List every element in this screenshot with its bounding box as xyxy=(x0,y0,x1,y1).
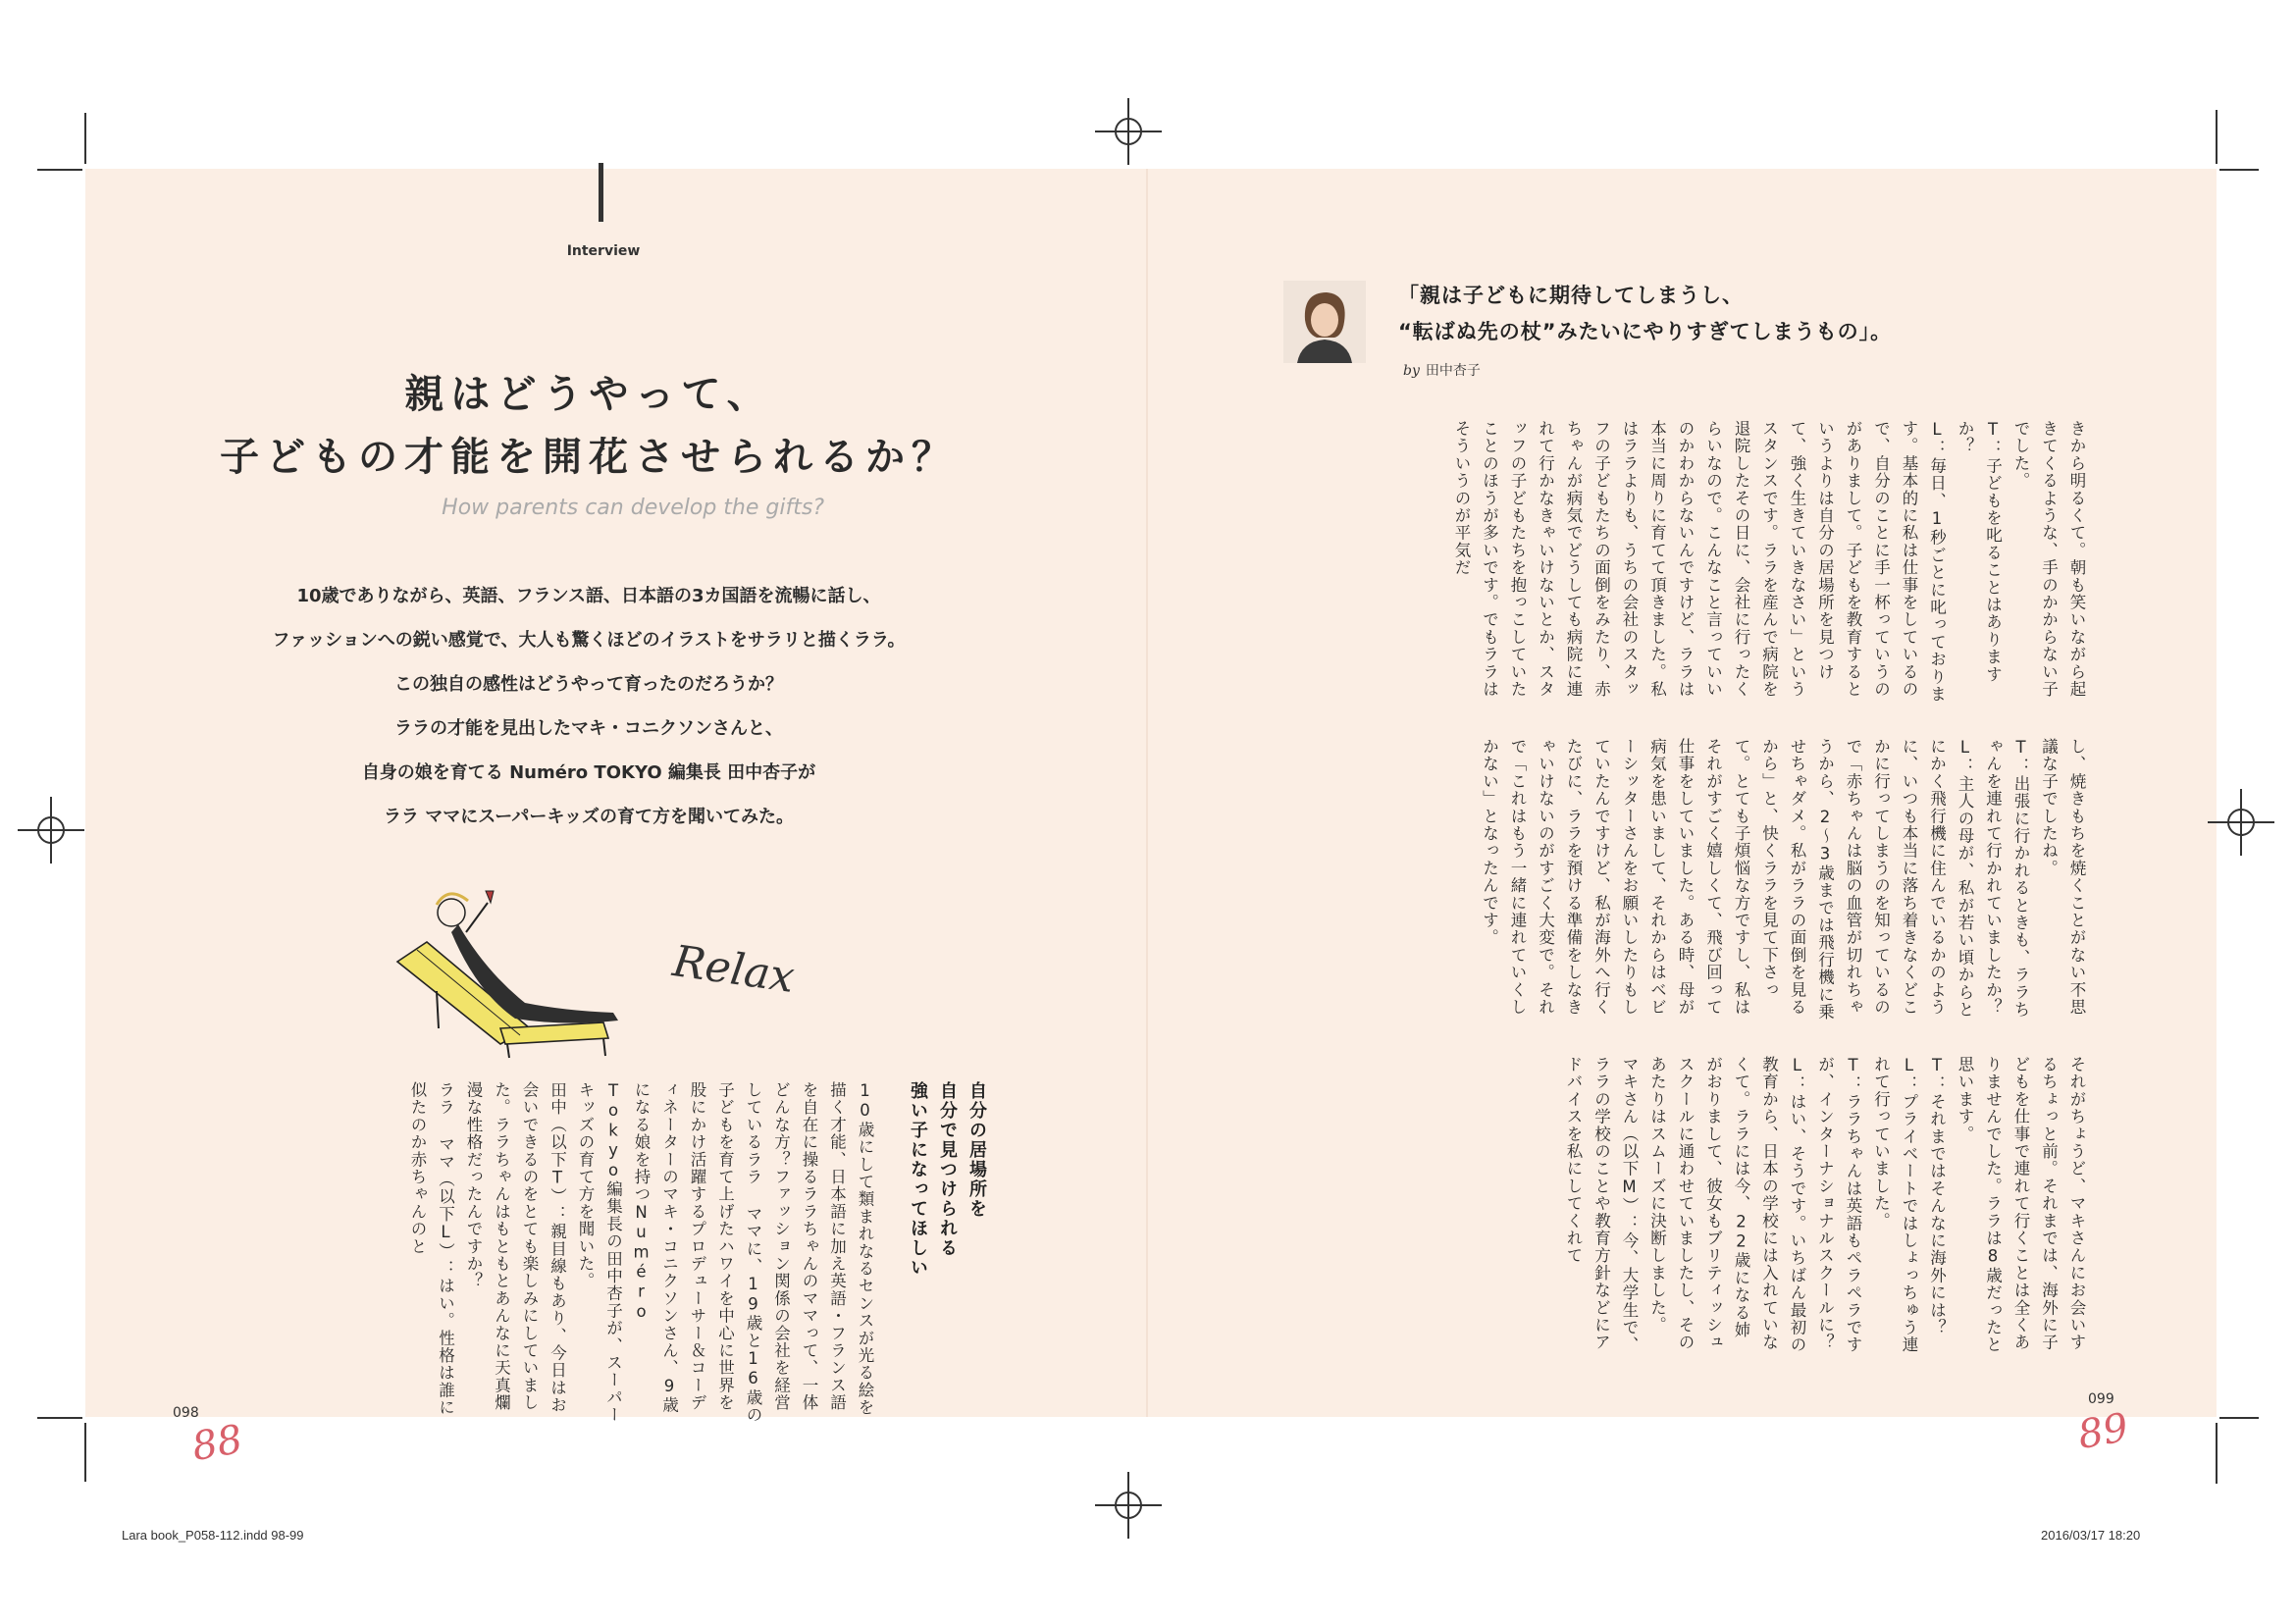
crop-mark xyxy=(84,1423,86,1482)
lead-line: 10歳でありながら、英語、フランス語、日本語の3カ国語を流暢に話し、 xyxy=(296,586,881,606)
lounging-girl-illustration xyxy=(378,864,849,1060)
lead-line: ララ ママにスーパーキッズの育て方を聞いてみた。 xyxy=(383,807,795,827)
author-portrait xyxy=(1283,281,1366,363)
registration-mark xyxy=(18,797,84,864)
lead-paragraph xyxy=(157,574,1020,839)
section-marker-bar xyxy=(599,163,603,222)
quote-line-2: “転ばぬ先の杖”みたいにやりすぎてしまうもの」。 xyxy=(1398,320,1893,343)
body-column-right-2: し、焼きもちを焼くことがない不思議な子でしたね。 T：出張に行かれるときも、ララちゃんを連れて行かれていましたか？ L：主人の母が、私が若い頃からとにかく飛行機に住んでいるかのように、いつも本当に落ち着きなくどこかに行ってしまうのを知っているので「赤ちゃんは脳の血管が切れちゃうから、2～3歳までは飛行機に乗せちゃダメ。私がララの面倒を見るから」と、快くララを見て下さって。とても子煩悩な方ですし、私はそれがすごく嬉しくて、飛び回って仕事をしていました。ある時、母が病気を患いまして、それからはベビーシッターさんをお願いしたりもしていたんですけど、私が海外へ行くたびに、ララを預ける準備をしなきゃいけないのがすごく大変で。それで「これはもう一緒に連れていくしかない」となったんです。 xyxy=(1480,738,2086,1021)
crop-mark xyxy=(84,113,86,164)
title-line-1: 親はどうやって、 xyxy=(404,371,773,417)
registration-mark xyxy=(1095,98,1162,165)
lead-line: この独自の感性はどうやって育ったのだろうか？ xyxy=(394,674,783,695)
body-column-right-1: きから明るくて。朝も笑いながら起きてくるような、手のかからない子でした。 T：子どもを叱ることはありますか？ L：毎日、1秒ごとに叱っております。基本的に私は仕事をしているので、自分のことに手一杯っていうのがありまして。子どもを教育するというよりは自分の居場所を見つけて、強く生きていきなさい」というスタンスです。ララを産んで病院を退院したその日に、会社に行ったくらいなので。こんなこと言っていいのかわからないんですけど、ララは本当に周りに育てて頂きました。私はララよりも、うちの会社のスタッフの子どもたちの面倒をみたり、赤ちゃんが病気でどうしても病院に連れて行かなきゃいけないとか、スタッフの子どもたちを抱っこしていたことのほうが多いです。でもララはそういうのが平気だ xyxy=(1452,420,2086,704)
title-line-2: 子どもの才能を開花させられるか？ xyxy=(220,434,958,480)
section-heading: 自分の居場所を 自分で見つけられる 強い子になってほしい xyxy=(908,1081,987,1278)
pull-quote xyxy=(1398,278,1892,350)
body-column-right-3: それがちょうど、マキさんにお会いするちょっと前。それまでは、海外に子どもを仕事で連れて行くことは全くありませんでした。ララは8歳だったと思います。 T：それまではそんなに海外には？ L：プライベートではしょっちゅう連れて行っていました。 T：ララちゃんは英語もペラペラですが、インターナショナルスクールに？ L：はい、そうです。いちばん最初の教育から、日本の学校には入れていなくて。ララには今、22歳になる姉がおりまして、彼女もブリティッシュスクールに通わせていましたし、そのあたりはスムーズに決断しました。 マキさん（以下M）：今、大学生で、ララの学校のことや教育方針などにアドバイスを私にしてくれて xyxy=(1564,1056,2086,1354)
lead-line: 自身の娘を育てる Numéro TOKYO 編集長 田中杏子が xyxy=(361,762,816,783)
crop-mark xyxy=(2216,1423,2218,1484)
file-slug: Lara book_P058-112.indd 98-99 xyxy=(122,1528,304,1543)
lead-line: ファッションへの鋭い感覚で、大人も驚くほどのイラストをサラリと描くララ。 xyxy=(272,630,906,651)
gutter-fold xyxy=(1146,169,1148,1417)
print-timestamp: 2016/03/17 18:20 xyxy=(2041,1528,2141,1543)
page-number-left: 098 xyxy=(173,1405,199,1421)
crop-mark xyxy=(37,1417,82,1419)
page-number-right: 099 xyxy=(2088,1391,2114,1407)
quote-line-1: 「親は子どもに期待してしまうし、 xyxy=(1398,284,1744,307)
crop-mark xyxy=(2219,1417,2259,1419)
article-subtitle: How parents can develop the gifts? xyxy=(442,496,824,520)
quote-author: 田中杏子 xyxy=(1425,363,1481,379)
lead-line: ララの才能を見出したマキ・コニクソンさんと、 xyxy=(394,718,783,739)
by-label: by xyxy=(1403,363,1420,379)
quote-attribution xyxy=(1403,360,1481,380)
signature: Relax xyxy=(669,936,798,1003)
handwritten-page-number-right: 89 xyxy=(2074,1404,2132,1459)
crop-mark xyxy=(37,169,82,171)
article-title xyxy=(196,363,981,489)
body-column-left: 10歳にして類まれなるセンスが光る絵を描く才能、日本語に加え英語・フランス語を自在に操るララちゃんのママって、一体どんな方？ファッション関係の会社を経営しているララ ママに、19歳と16歳の子どもを育て上げたハワイを中心に世界を股にかけ活躍するプロデューサー＆コーディネーターのマキ・コニクソンさん、9歳になる娘を持つNuméro Tokyo編集長の田中杏子が、スーパーキッズの育て方を聞いた。 田中（以下T）：親目線もあり、今日はお会いできるのをとても楽しみにしていました。ララちゃんはもともとあんなに天真爛漫な性格だったんですか？ ララ ママ（以下L）：はい。性格は誰に似たのか赤ちゃんのと xyxy=(408,1081,874,1424)
crop-mark xyxy=(2219,169,2259,171)
crop-mark xyxy=(2216,110,2218,164)
section-label: Interview xyxy=(566,243,641,259)
registration-mark xyxy=(1095,1472,1162,1539)
registration-mark xyxy=(2208,789,2274,856)
handwritten-page-number-left: 88 xyxy=(188,1416,246,1471)
